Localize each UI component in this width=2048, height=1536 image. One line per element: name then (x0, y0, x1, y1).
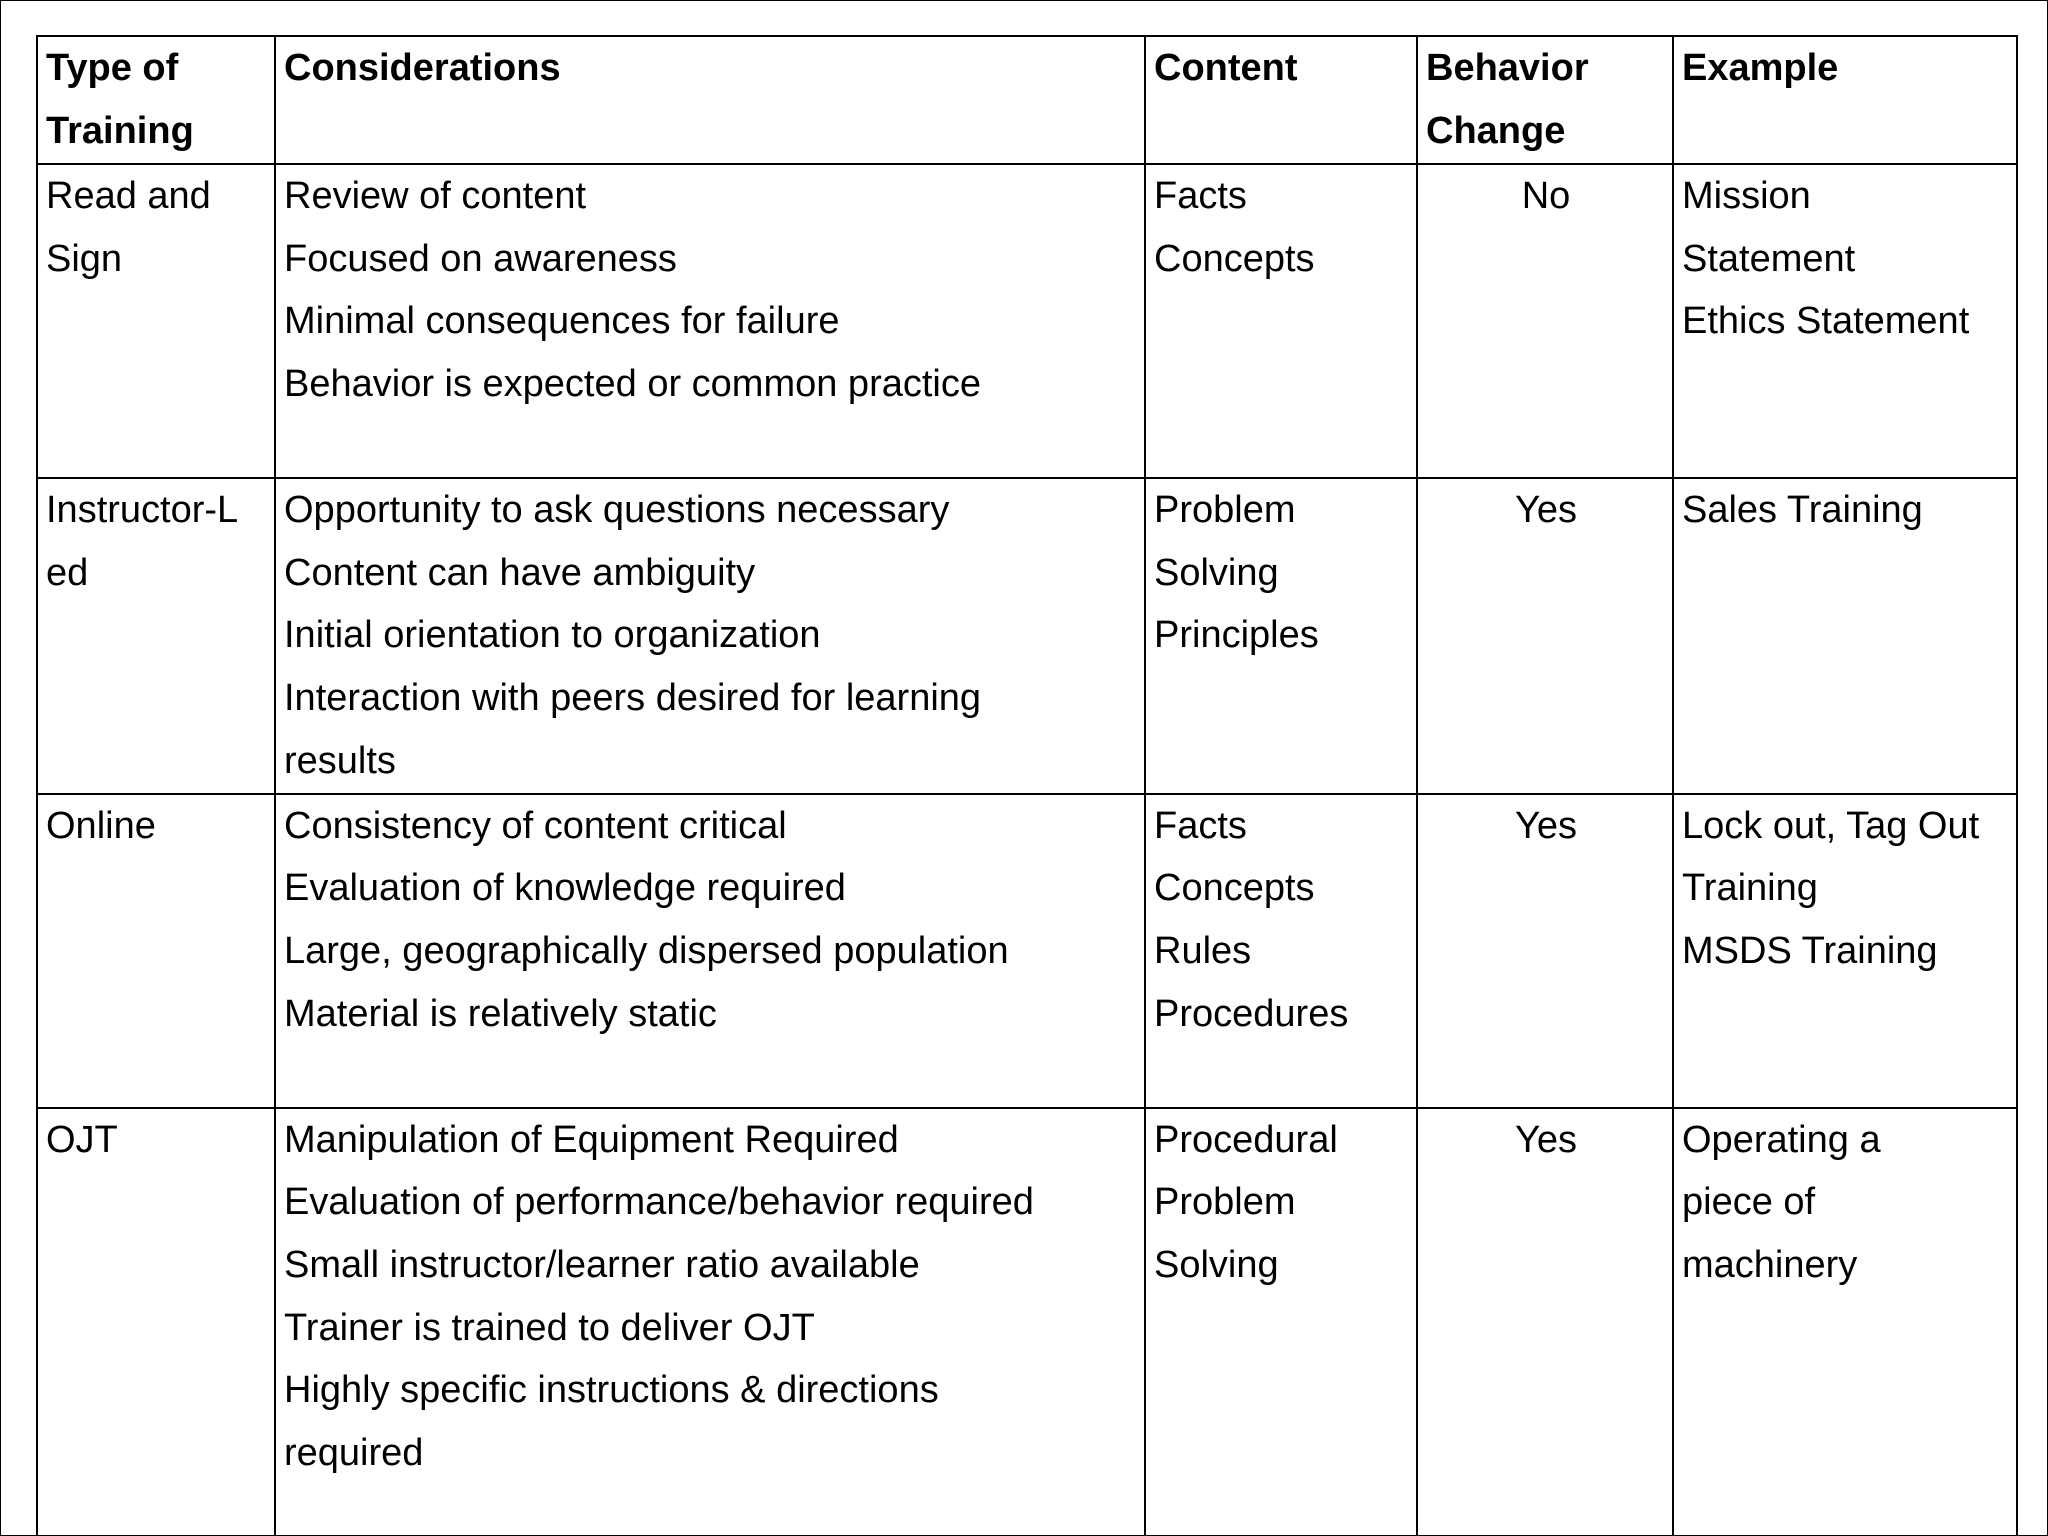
consideration-item: Trainer is trained to deliver OJT (284, 1306, 815, 1349)
consideration-item: Consistency of content critical (284, 804, 787, 847)
example-item: Mission Statement (1682, 175, 1856, 280)
header-considerations-label: Considerations (284, 47, 561, 89)
table-row (37, 164, 2017, 478)
table-row (37, 1108, 2017, 1536)
cell-example (1673, 478, 2017, 794)
cell-example (1673, 794, 2017, 1108)
cell-content (1145, 1108, 1417, 1536)
header-example (1673, 36, 2017, 164)
content-item: Procedural (1154, 1118, 1338, 1161)
consideration-item: Manipulation of Equipment Required (284, 1118, 899, 1161)
content-item: Facts (1154, 175, 1247, 217)
type-label: Read and Sign (46, 175, 211, 280)
example-item: MSDS Training (1682, 929, 1938, 972)
consideration-item: Focused on awareness (284, 237, 677, 280)
cell-behavior-change (1417, 164, 1673, 478)
cell-type (37, 794, 275, 1108)
content-item: Concepts (1154, 867, 1315, 910)
cell-behavior-change (1417, 1108, 1673, 1536)
cell-content (1145, 794, 1417, 1108)
table-header-row (37, 36, 2017, 164)
behavior-change-value: Yes (1515, 804, 1577, 847)
header-type-of-training (37, 36, 275, 164)
content-item: Principles (1154, 614, 1319, 657)
consideration-item: Opportunity to ask questions necessary (284, 489, 950, 531)
cell-content (1145, 478, 1417, 794)
cell-considerations (275, 1108, 1145, 1536)
example-item: Ethics Statement (1682, 300, 1970, 343)
consideration-item: Content can have ambiguity (284, 551, 756, 594)
cell-considerations (275, 478, 1145, 794)
training-types-table (36, 35, 2018, 1536)
content-item: Facts (1154, 804, 1247, 847)
type-label: OJT (46, 1118, 118, 1161)
cell-example (1673, 164, 2017, 478)
content-item: Rules (1154, 929, 1252, 972)
header-behavior-label: Behavior Change (1426, 47, 1589, 152)
consideration-item: Minimal consequences for failure (284, 300, 840, 343)
cell-type (37, 1108, 275, 1536)
content-item: Problem Solving (1154, 489, 1296, 594)
header-example-label: Example (1682, 47, 1839, 89)
cell-behavior-change (1417, 794, 1673, 1108)
header-type-label: Type of Training (46, 47, 194, 152)
example-item: Lock out, Tag Out Training (1682, 804, 1980, 910)
cell-content (1145, 164, 1417, 478)
consideration-item: Initial orientation to organization (284, 614, 821, 657)
cell-considerations (275, 794, 1145, 1108)
consideration-item: Highly specific instructions & directions required (284, 1369, 939, 1475)
example-item: Sales Training (1682, 489, 1923, 531)
cell-considerations (275, 164, 1145, 478)
cell-type (37, 164, 275, 478)
cell-behavior-change (1417, 478, 1673, 794)
table-row (37, 794, 2017, 1108)
behavior-change-value: Yes (1515, 489, 1577, 531)
type-label: Instructor-Led (46, 489, 239, 594)
consideration-item: Large, geographically dispersed population (284, 929, 1009, 972)
content-item: Concepts (1154, 237, 1315, 280)
example-item: Operating a piece of machinery (1682, 1118, 1881, 1286)
header-considerations (275, 36, 1145, 164)
consideration-item: Interaction with peers desired for learning results (284, 677, 982, 782)
header-behavior-change (1417, 36, 1673, 164)
type-label: Online (46, 804, 156, 847)
table-row (37, 478, 2017, 794)
consideration-item: Behavior is expected or common practice (284, 363, 981, 406)
cell-example (1673, 1108, 2017, 1536)
header-content (1145, 36, 1417, 164)
behavior-change-value: No (1521, 175, 1571, 217)
consideration-item: Small instructor/learner ratio available (284, 1243, 920, 1286)
consideration-item: Evaluation of performance/behavior required (284, 1181, 1034, 1224)
content-item: Procedures (1154, 992, 1349, 1035)
consideration-item: Review of content (284, 175, 587, 217)
consideration-item: Material is relatively static (284, 992, 717, 1035)
header-content-label: Content (1154, 47, 1298, 89)
cell-type (37, 478, 275, 794)
consideration-item: Evaluation of knowledge required (284, 867, 846, 910)
content-item: Problem Solving (1154, 1181, 1296, 1286)
behavior-change-value: Yes (1515, 1118, 1577, 1161)
